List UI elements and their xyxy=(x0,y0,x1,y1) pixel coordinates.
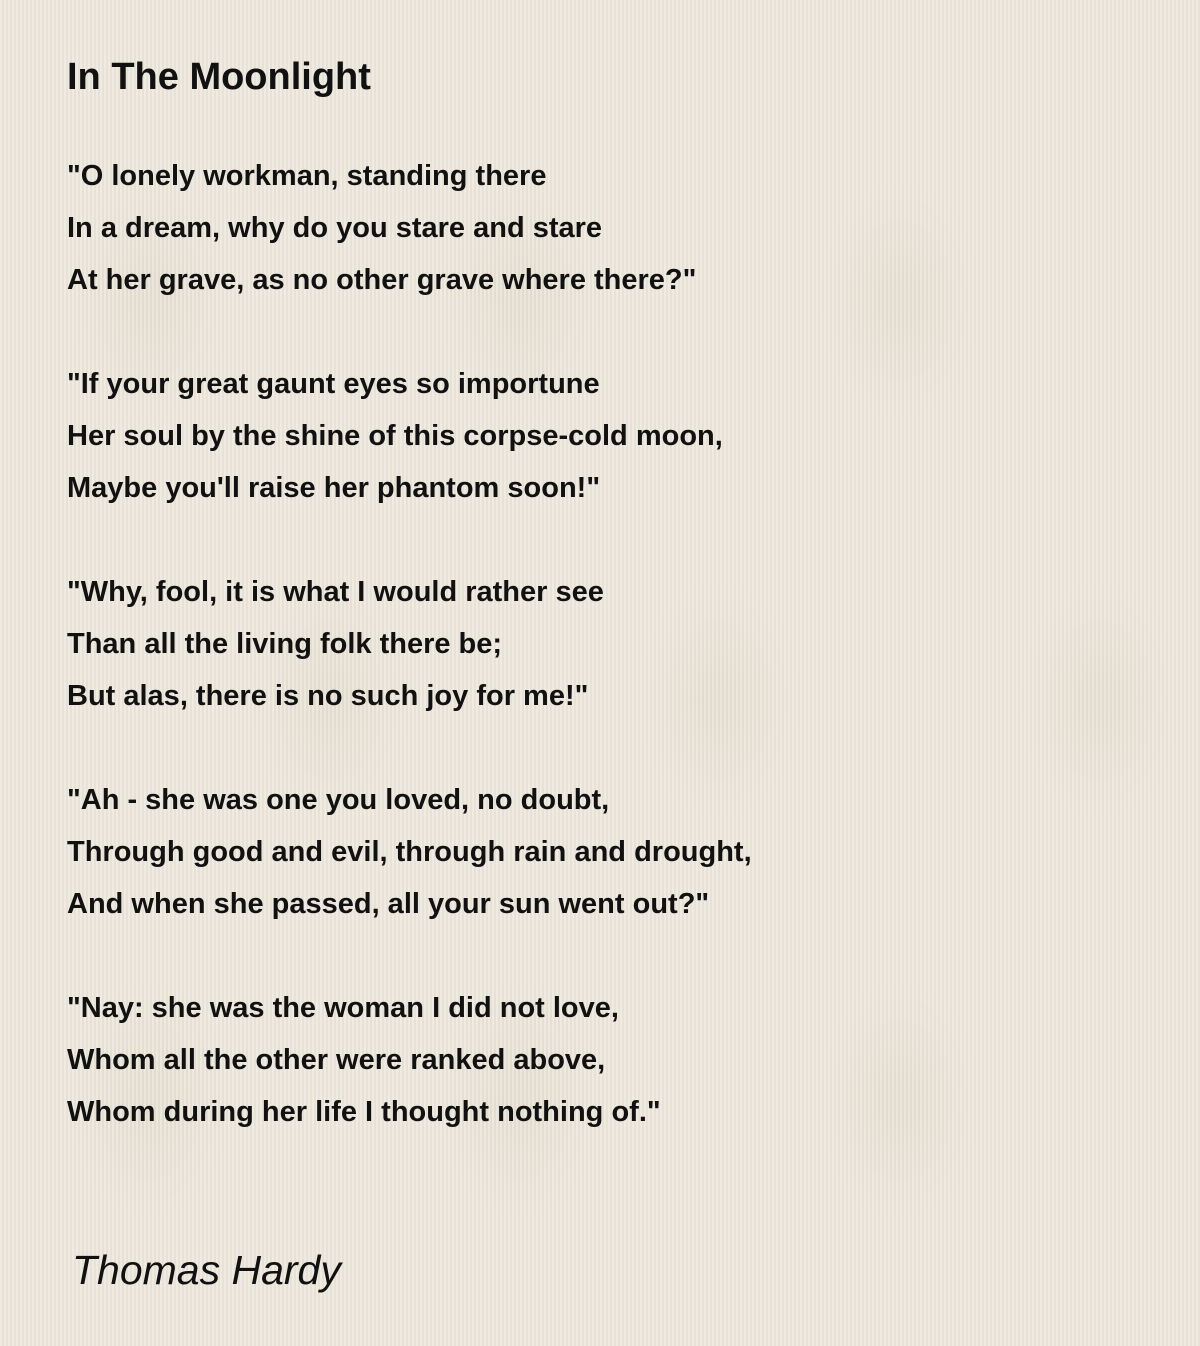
poem-line: "Why, fool, it is what I would rather see xyxy=(67,576,604,608)
poem-author: Thomas Hardy xyxy=(72,1247,341,1293)
poem-body xyxy=(67,150,1147,1190)
poem-line: "Ah - she was one you loved, no doubt, xyxy=(67,784,610,816)
poem-line: "O lonely workman, standing there xyxy=(67,160,547,192)
poem-title: In The Moonlight xyxy=(67,56,371,98)
poem-line: At her grave, as no other grave where there?" xyxy=(67,264,697,296)
poem-line: In a dream, why do you stare and stare xyxy=(67,212,603,244)
stanza xyxy=(67,982,1147,1138)
poem-line: Through good and evil, through rain and drought, xyxy=(67,836,752,868)
poem-line: Whom all the other were ranked above, xyxy=(67,1044,606,1076)
poem-line: Whom during her life I thought nothing of." xyxy=(67,1096,661,1128)
poem-line: "Nay: she was the woman I did not love, xyxy=(67,992,619,1024)
stanza xyxy=(67,150,1147,306)
stanza xyxy=(67,566,1147,722)
poem-line: But alas, there is no such joy for me!" xyxy=(67,680,589,712)
poem-line: And when she passed, all your sun went out?" xyxy=(67,888,710,920)
stanza xyxy=(67,774,1147,930)
poem-line: Maybe you'll raise her phantom soon!" xyxy=(67,472,601,504)
stanza xyxy=(67,358,1147,514)
poem-line: Her soul by the shine of this corpse-cold moon, xyxy=(67,420,723,452)
poem-line: "If your great gaunt eyes so importune xyxy=(67,368,600,400)
poem-line: Than all the living folk there be; xyxy=(67,628,503,660)
